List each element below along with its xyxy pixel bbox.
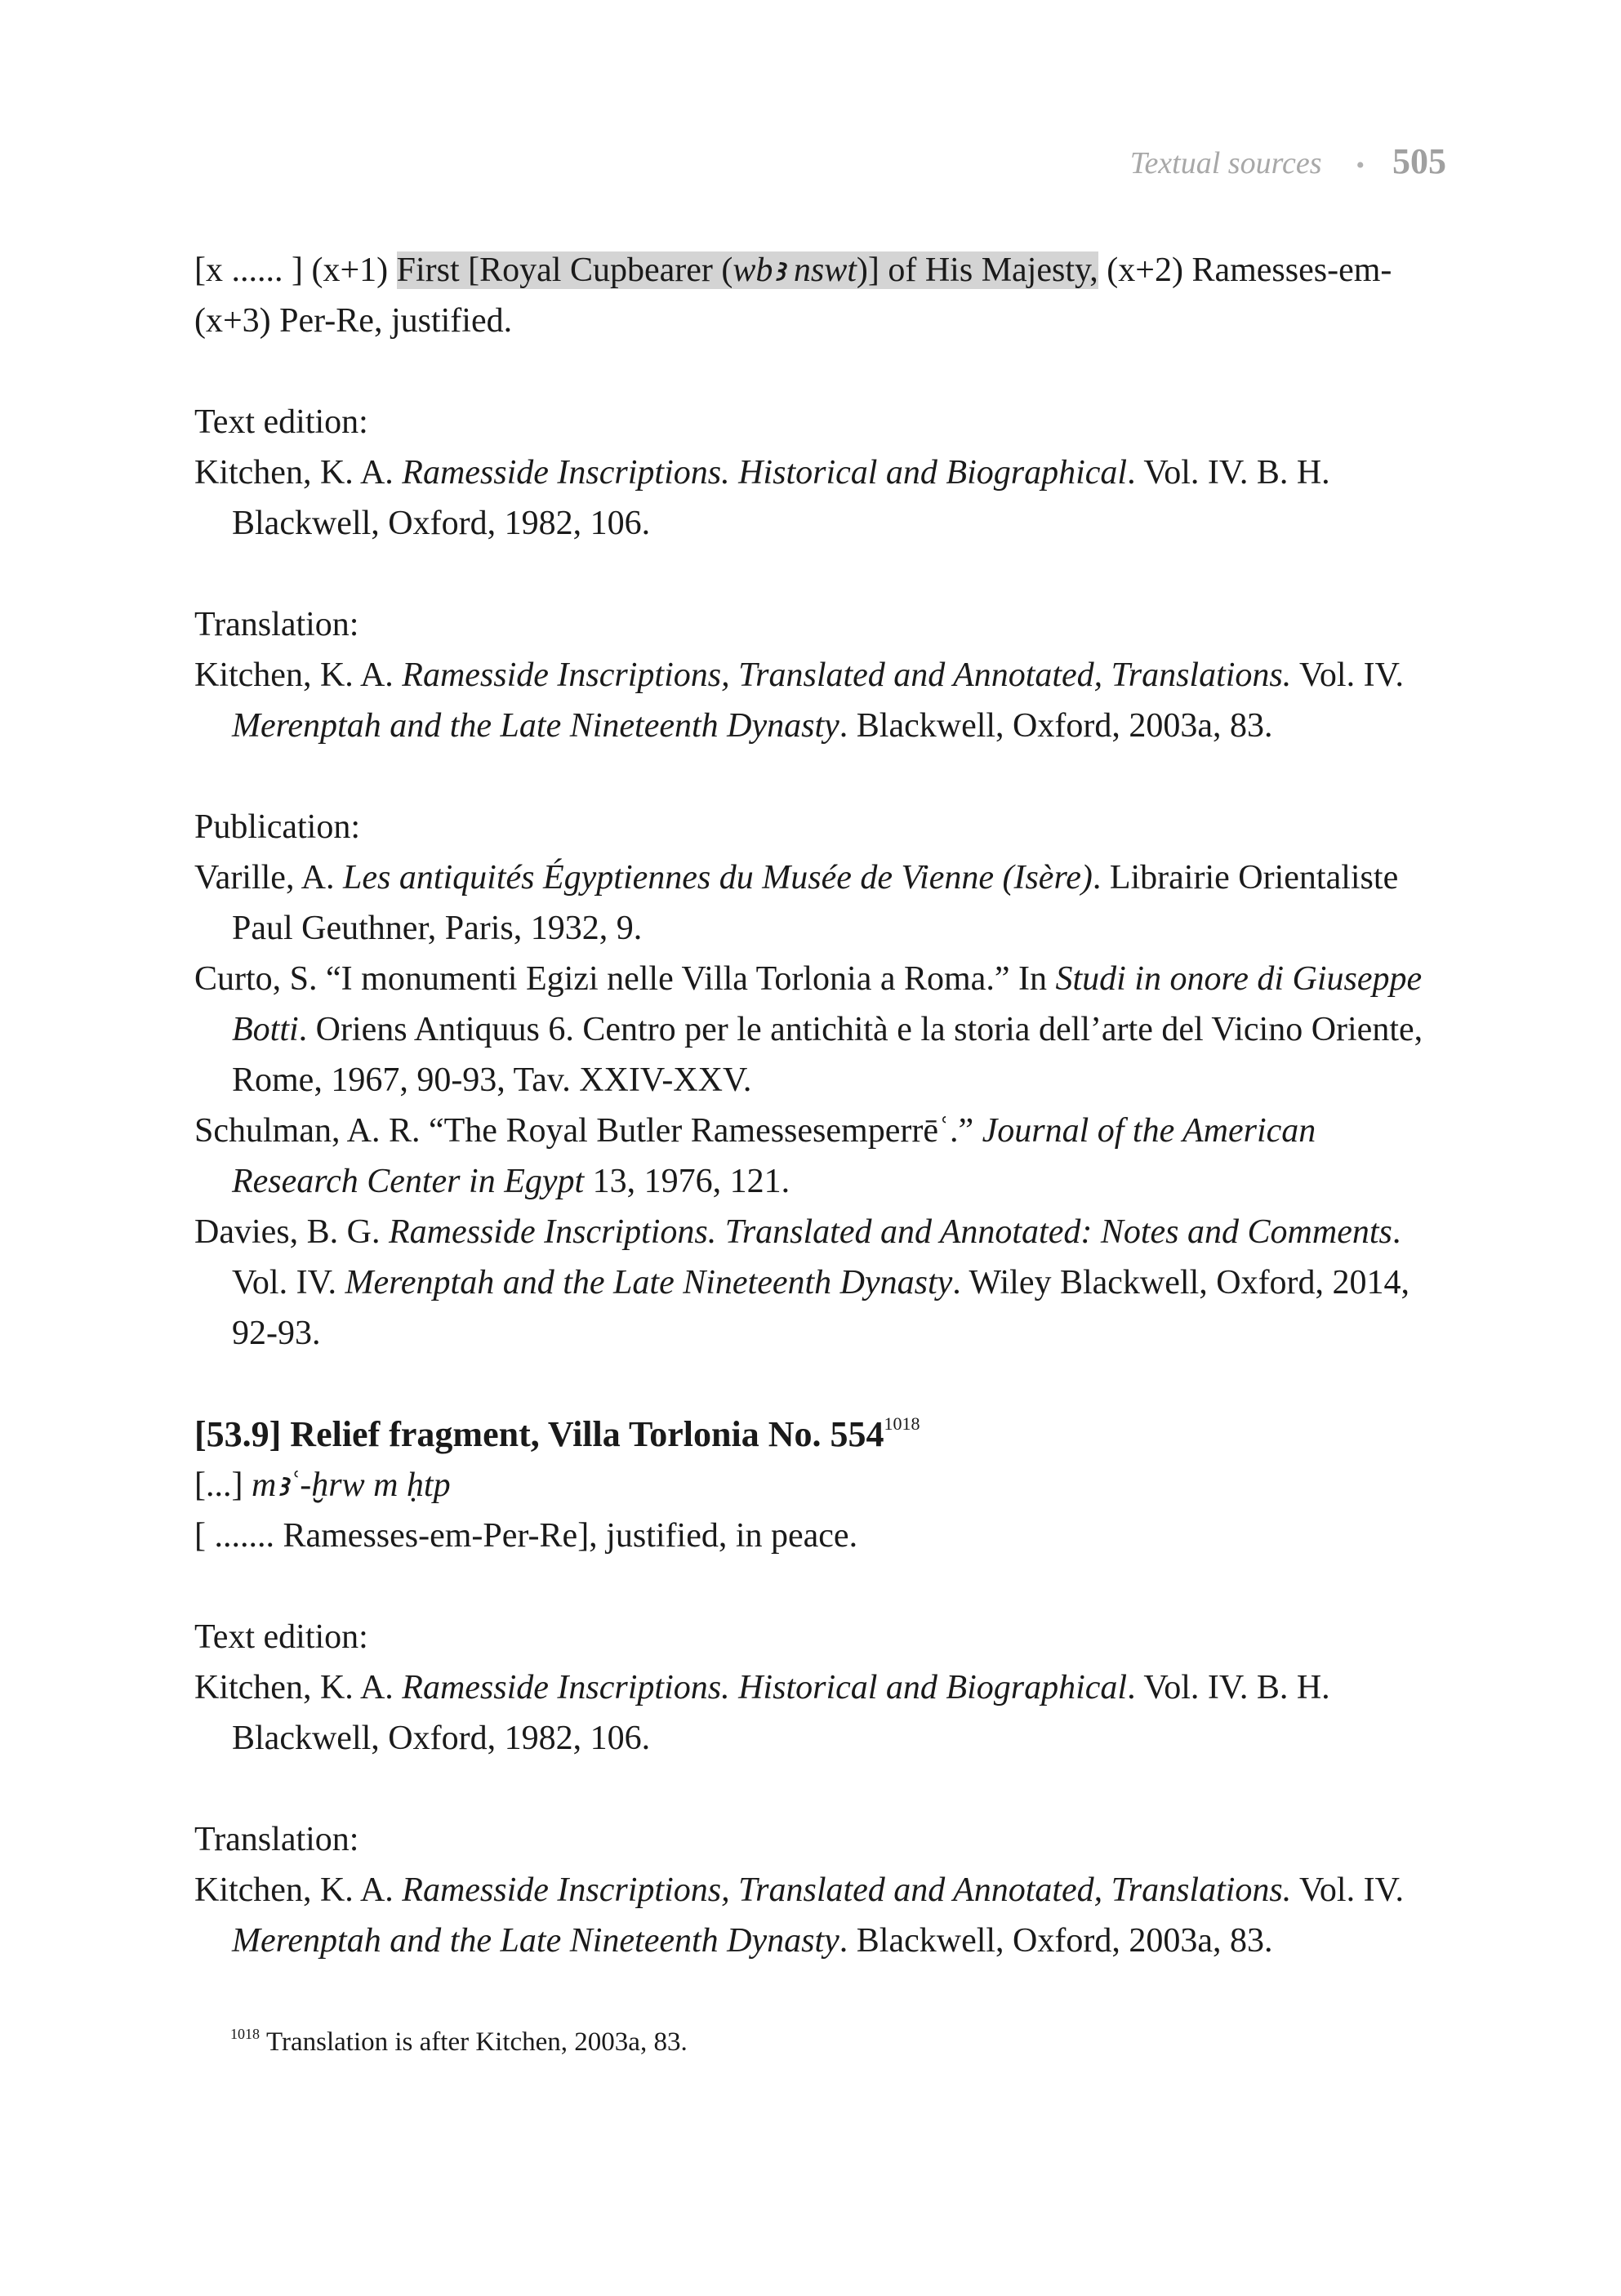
publication-reference	[194, 1207, 1447, 1359]
text-edition-reference	[194, 447, 1447, 549]
intro-part-2: (x+2) Ramesses-em-(x+3) Per-Re, justified.	[194, 251, 1392, 340]
spacer	[194, 1764, 1447, 1814]
publication-reference	[194, 1106, 1447, 1207]
footnote-marker[interactable]: 1018	[884, 1413, 920, 1434]
ref-volume-title: Merenptah and the Late Nineteenth Dynasty	[232, 1922, 839, 1960]
bullet-separator: •	[1356, 152, 1365, 179]
text-edition-label: Text edition:	[194, 403, 368, 441]
spacer	[194, 751, 1447, 802]
ref-author: Schulman, A. R. “The Royal Butler Ramessesemperrēʿ.”	[194, 1112, 982, 1150]
publication-label: Publication:	[194, 808, 360, 846]
ref-title: Ramesside Inscriptions. Translated and Annotated: Notes and Comments	[388, 1213, 1392, 1251]
ref-title: Ramesside Inscriptions. Historical and Biographical	[402, 1669, 1128, 1706]
section-heading	[194, 1409, 1447, 1460]
spacer	[194, 549, 1447, 599]
ref-details: . Librairie Orientaliste Paul Geuthner, Paris, 1932, 9.	[232, 859, 1399, 947]
highlight-text-2: )] of His Majesty,	[856, 251, 1098, 289]
ref-details: Vol. IV.	[1291, 656, 1404, 694]
highlight-text-1: First [Royal Cupbearer (	[396, 251, 733, 289]
transliteration-lacuna: [...]	[194, 1466, 252, 1504]
translation-reference	[194, 1865, 1447, 1966]
translation-reference	[194, 650, 1447, 751]
transliteration-text: mꜣʿ-ḫrw m ḥtp	[251, 1466, 451, 1504]
ref-details: . Oriens Antiquus 6. Centro per le antichità e la storia dell’arte del Vicino Oriente, Rome, 1967, 90-93, Tav. XXIV-XXV.	[232, 1011, 1423, 1099]
ref-details: 13, 1976, 121.	[584, 1163, 790, 1200]
ref-title: Ramesside Inscriptions. Historical and Biographical	[402, 454, 1128, 492]
translation-label: Translation:	[194, 606, 359, 643]
footnote-text: Translation is after Kitchen, 2003a, 83.	[266, 2027, 688, 2057]
ref-author: Davies, B. G.	[194, 1213, 389, 1251]
footnote-number: 1018	[230, 2026, 260, 2042]
ref-title: Les antiquités Égyptiennes du Musée de Vienne (Isère)	[342, 859, 1093, 897]
transliteration-line	[194, 1460, 1447, 1511]
ref-title: Ramesside Inscriptions, Translated and Annotated, Translations.	[402, 1871, 1292, 1909]
text-edition-reference	[194, 1662, 1447, 1764]
ref-author: Varille, A.	[194, 859, 343, 897]
ref-author: Kitchen, K. A.	[194, 1669, 403, 1706]
ref-author: Kitchen, K. A.	[194, 454, 403, 492]
ref-author: Curto, S. “I monumenti Egizi nelle Villa Torlonia a Roma.” In	[194, 960, 1056, 998]
ref-publisher: . Blackwell, Oxford, 2003a, 83.	[839, 1922, 1273, 1960]
ref-title: Journal of the American Research Center in Egypt	[232, 1112, 1316, 1200]
spacer	[194, 1561, 1447, 1612]
intro-translation	[194, 245, 1447, 346]
ref-author: Kitchen, K. A.	[194, 1871, 403, 1909]
ref-details: Vol. IV.	[1291, 1871, 1404, 1909]
ref-details: . Vol. IV. B. H. Blackwell, Oxford, 1982, 106.	[232, 1669, 1330, 1757]
text-edition-label: Text edition:	[194, 1618, 368, 1656]
spacer	[194, 1359, 1447, 1409]
translation-label: Translation:	[194, 1821, 359, 1858]
ref-title: Studi in onore di Giuseppe Botti	[232, 960, 1423, 1048]
publication-reference	[194, 954, 1447, 1106]
highlight-italic: wbꜣ nswt	[733, 251, 857, 289]
ref-publisher: . Blackwell, Oxford, 2003a, 83.	[839, 707, 1273, 745]
highlighted-phrase[interactable]	[397, 251, 1098, 289]
page-number: 505	[1392, 141, 1446, 181]
ref-publisher: . Wiley Blackwell, Oxford, 2014, 92-93.	[232, 1264, 1410, 1352]
section-heading-text: [53.9] Relief fragment, Villa Torlonia No. 554	[194, 1414, 884, 1454]
running-head	[1130, 140, 1446, 182]
ref-volume-title: Merenptah and the Late Nineteenth Dynasty	[232, 707, 839, 745]
footnote	[230, 2022, 1447, 2062]
intro-part-1: [x ...... ] (x+1)	[194, 251, 397, 289]
publication-reference	[194, 852, 1447, 954]
ref-details: . Vol. IV.	[232, 1213, 1401, 1302]
translation-line: [ ....... Ramesses-em-Per-Re], justified, in peace.	[194, 1517, 858, 1555]
ref-volume-title: Merenptah and the Late Nineteenth Dynasty	[345, 1264, 953, 1302]
ref-details: . Vol. IV. B. H. Blackwell, Oxford, 1982, 106.	[232, 454, 1330, 542]
ref-author: Kitchen, K. A.	[194, 656, 403, 694]
main-text	[194, 245, 1447, 1966]
spacer	[194, 346, 1447, 397]
ref-title: Ramesside Inscriptions, Translated and Annotated, Translations.	[402, 656, 1292, 694]
running-head-title: Textual sources	[1129, 146, 1322, 180]
